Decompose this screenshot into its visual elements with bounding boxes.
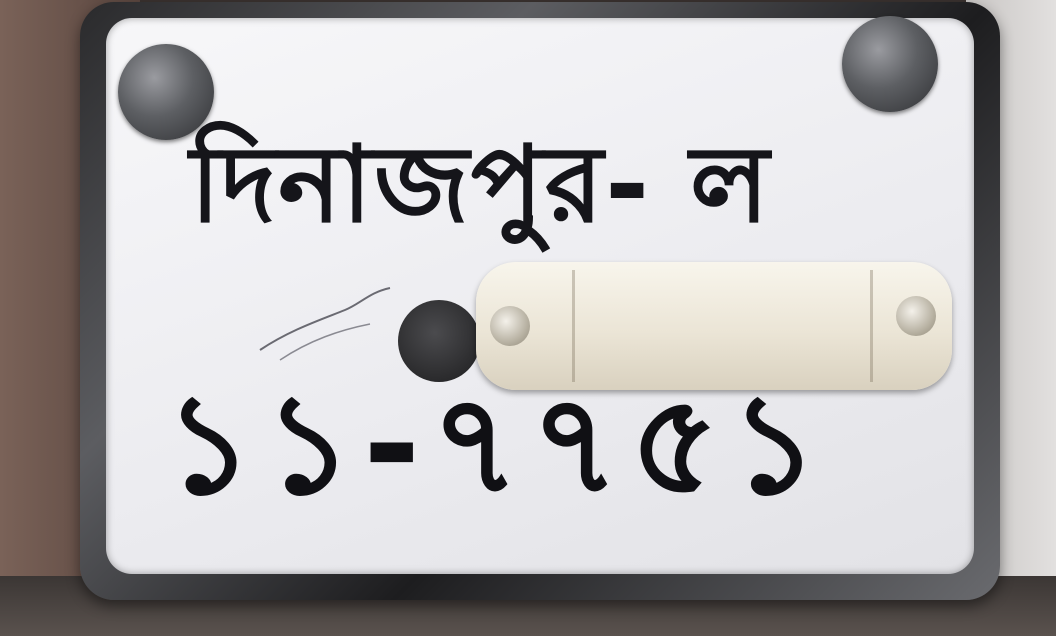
plate-registration-number: ১১-৭৭৫১	[164, 364, 829, 525]
tag-screw-right-icon	[896, 296, 936, 336]
plate-district-text: দিনাজপুর- ল	[190, 123, 771, 246]
scratch-mark	[250, 280, 420, 370]
tag-seam	[870, 270, 873, 382]
tag-screw-left-icon	[490, 306, 530, 346]
mounting-bolt-right-icon	[842, 16, 938, 112]
